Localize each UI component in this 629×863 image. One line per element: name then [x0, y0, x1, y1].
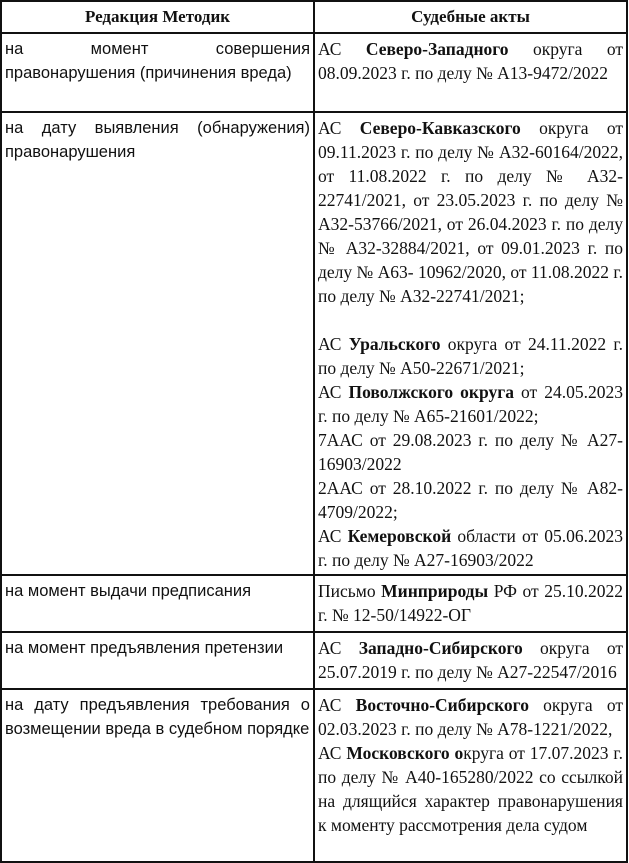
court-name: Восточно-Сибирского [355, 695, 529, 715]
methodology-cell: на момент выдачи предписания [1, 575, 314, 632]
court-act-entry: АС Кемеровской области от 05.06.2023 г. по делу № А27-16903/2022 [318, 526, 623, 570]
court-name: Западно-Сибирского [358, 638, 523, 658]
header-row [1, 1, 627, 33]
methodology-cell: на дату предъявления требования о возмещении вреда в судебном порядке [1, 689, 314, 862]
court-name: Поволжского округа [348, 382, 514, 402]
table-row [1, 575, 627, 632]
court-act-entry: 2ААС от 28.10.2022 г. по делу № А82-4709/2022; [318, 478, 623, 522]
table-row [1, 689, 627, 862]
table-row [1, 33, 627, 112]
court-act-entry: АС Западно-Сибирского округа от 25.07.2019 г. по делу № А27-22547/2016 [318, 638, 623, 682]
court-acts-cell [314, 112, 627, 575]
court-name: Северо-Кавказского [359, 118, 521, 138]
court-name: Московского о [346, 743, 464, 763]
methodology-cell: на момент совершения правонарушения (причинения вреда) [1, 33, 314, 112]
court-name: Северо-Западного [365, 39, 509, 59]
ministry-name: Минприроды [381, 581, 489, 601]
court-act-entry: 7ААС от 29.08.2023 г. по делу № А27-16903/2022 [318, 430, 623, 474]
court-act-entry: АС Поволжского округа от 24.05.2023 г. по делу № А65-21601/2022; [318, 382, 623, 426]
paragraph-gap [318, 308, 623, 332]
court-act-entry: АС Восточно-Сибирского округа от 02.03.2023 г. по делу № А78-1221/2022, [318, 695, 623, 739]
header-court-acts: Судебные акты [314, 1, 627, 33]
court-act-entry: АС Уральского округа от 24.11.2022 г. по делу № А50-22671/2021; [318, 334, 623, 378]
court-name: Уральского [348, 334, 441, 354]
court-acts-cell [314, 33, 627, 112]
court-act-entry: Письмо Минприроды РФ от 25.10.2022 г. № 12-50/14922-ОГ [318, 581, 623, 625]
table-row [1, 112, 627, 575]
court-act-entry: АС Московского округа от 17.07.2023 г. по делу № А40-165280/2022 со ссылкой на длящийся характер правонарушения к моменту рассмотрения дела судом [318, 743, 624, 835]
methodology-cell: на дату выявления (обнаружения) правонарушения [1, 112, 314, 575]
methodology-cell: на момент предъявления претензии [1, 632, 314, 689]
table-row [1, 632, 627, 689]
header-methodology-edition: Редакция Методик [1, 1, 314, 33]
court-acts-cell [314, 689, 627, 862]
court-name: Кемеровской [347, 526, 452, 546]
court-acts-cell [314, 632, 627, 689]
court-acts-cell [314, 575, 627, 632]
court-act-entry: АС Северо-Западного округа от 08.09.2023 г. по делу № А13-9472/2022 [318, 39, 623, 83]
court-act-entry: АС Северо-Кавказского округа от 09.11.2023 г. по делу № А32-60164/2022, от 11.08.2022 г. по делу № А32-22741/2021, от 23.05.2023 г. по делу № А32-53766/2021, от 26.04.2023 г. по делу № А32-32884/2021, от 09.01.2023 г. по делу № А63- 10962/2020, от 11.08.2022 г. по делу № А32-22741/2021; [318, 118, 623, 306]
